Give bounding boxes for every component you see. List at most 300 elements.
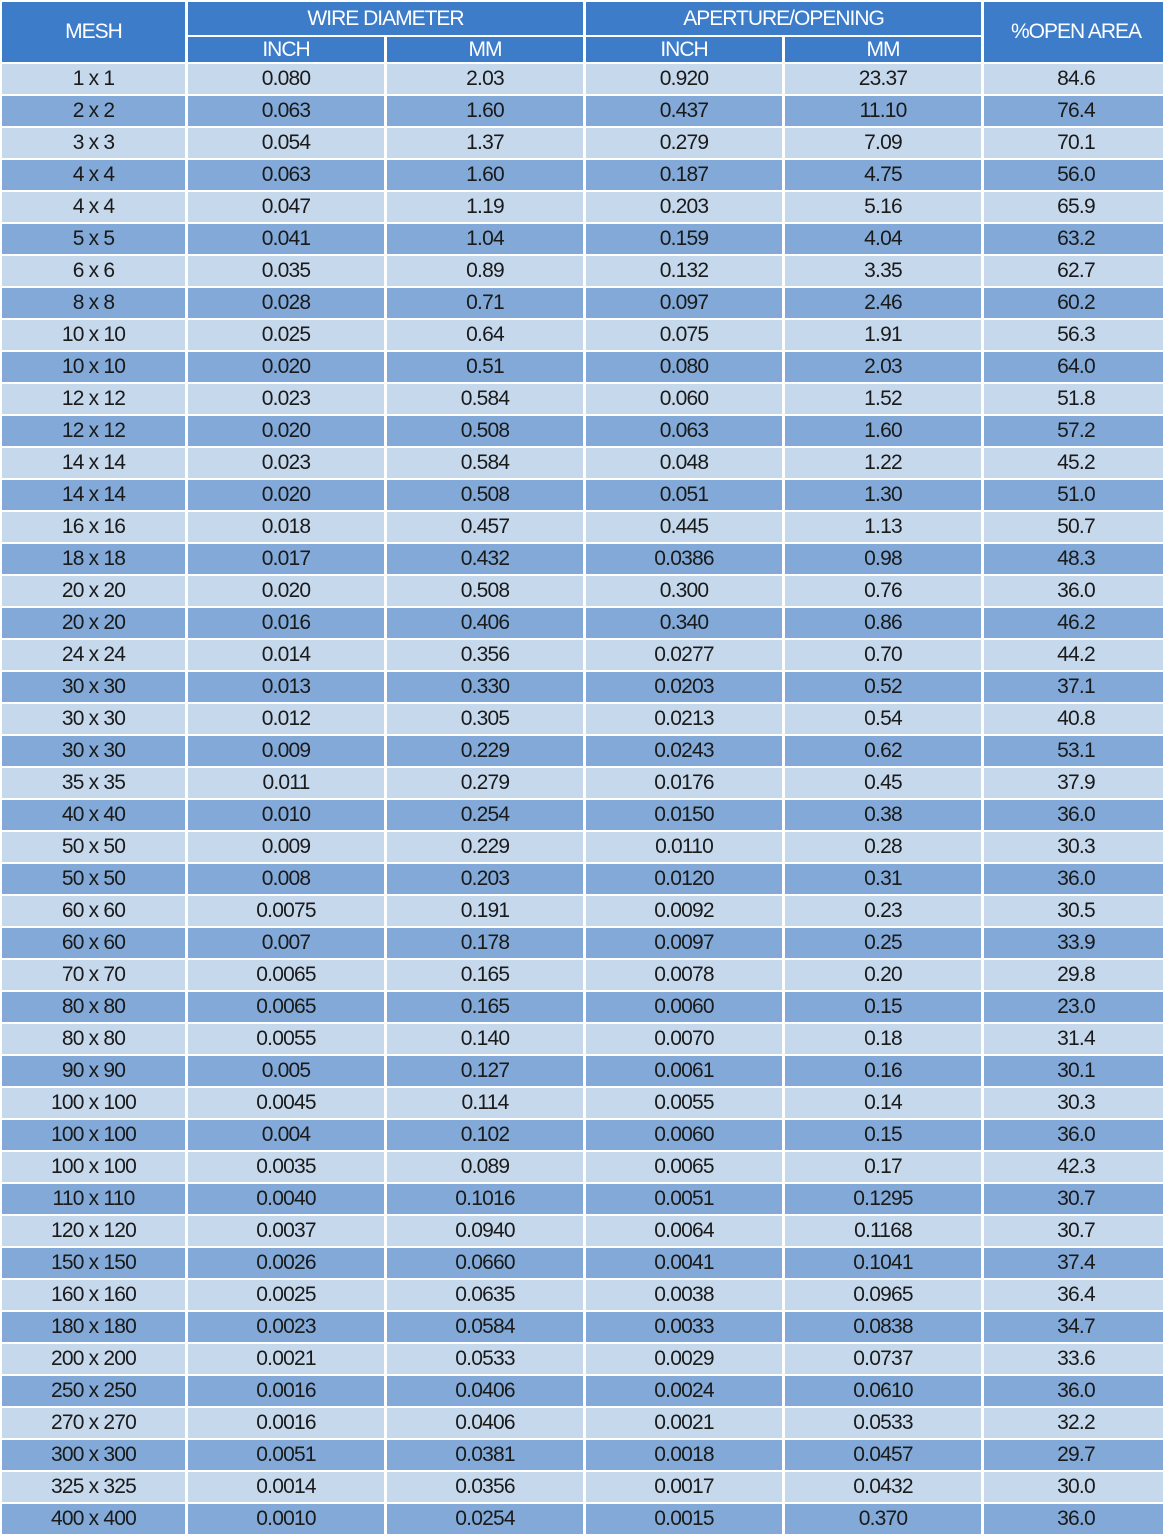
cell-wire-inch: 0.005 — [188, 1056, 384, 1086]
cell-aperture-inch: 0.0078 — [586, 960, 782, 990]
cell-mesh: 100 x 100 — [2, 1152, 185, 1182]
cell-mesh: 120 x 120 — [2, 1216, 185, 1246]
cell-wire-mm: 0.165 — [387, 992, 583, 1022]
cell-open-area: 70.1 — [984, 128, 1163, 158]
table-row — [2, 416, 1163, 446]
table-row — [2, 960, 1163, 990]
cell-mesh: 4 x 4 — [2, 160, 185, 190]
cell-open-area: 36.0 — [984, 800, 1163, 830]
cell-aperture-inch: 0.0092 — [586, 896, 782, 926]
cell-wire-mm: 1.04 — [387, 224, 583, 254]
cell-open-area: 29.7 — [984, 1440, 1163, 1470]
cell-aperture-mm: 0.0432 — [785, 1472, 981, 1502]
cell-wire-inch: 0.080 — [188, 64, 384, 94]
table-row — [2, 800, 1163, 830]
cell-wire-mm: 1.37 — [387, 128, 583, 158]
table-row — [2, 1248, 1163, 1278]
cell-wire-inch: 0.047 — [188, 192, 384, 222]
cell-open-area: 42.3 — [984, 1152, 1163, 1182]
cell-wire-mm: 2.03 — [387, 64, 583, 94]
cell-aperture-mm: 0.45 — [785, 768, 981, 798]
cell-mesh: 6 x 6 — [2, 256, 185, 286]
cell-aperture-inch: 0.0051 — [586, 1184, 782, 1214]
cell-wire-inch: 0.011 — [188, 768, 384, 798]
cell-aperture-mm: 0.16 — [785, 1056, 981, 1086]
cell-mesh: 5 x 5 — [2, 224, 185, 254]
cell-wire-inch: 0.0014 — [188, 1472, 384, 1502]
table-row — [2, 1440, 1163, 1470]
cell-wire-inch: 0.0010 — [188, 1504, 384, 1534]
cell-open-area: 65.9 — [984, 192, 1163, 222]
cell-wire-mm: 0.51 — [387, 352, 583, 382]
cell-aperture-inch: 0.445 — [586, 512, 782, 542]
cell-wire-mm: 0.279 — [387, 768, 583, 798]
table-row — [2, 128, 1163, 158]
cell-wire-mm: 0.114 — [387, 1088, 583, 1118]
cell-wire-inch: 0.0055 — [188, 1024, 384, 1054]
table-row — [2, 1280, 1163, 1310]
cell-wire-mm: 0.0635 — [387, 1280, 583, 1310]
cell-mesh: 400 x 400 — [2, 1504, 185, 1534]
cell-wire-inch: 0.012 — [188, 704, 384, 734]
cell-open-area: 36.0 — [984, 1120, 1163, 1150]
cell-aperture-mm: 0.0533 — [785, 1408, 981, 1438]
cell-aperture-inch: 0.0243 — [586, 736, 782, 766]
cell-open-area: 36.0 — [984, 576, 1163, 606]
table-row — [2, 64, 1163, 94]
cell-mesh: 10 x 10 — [2, 320, 185, 350]
cell-open-area: 30.5 — [984, 896, 1163, 926]
table-row — [2, 1184, 1163, 1214]
cell-mesh: 20 x 20 — [2, 608, 185, 638]
cell-wire-inch: 0.0065 — [188, 992, 384, 1022]
cell-wire-inch: 0.0026 — [188, 1248, 384, 1278]
cell-aperture-inch: 0.0060 — [586, 992, 782, 1022]
cell-wire-inch: 0.0023 — [188, 1312, 384, 1342]
cell-wire-mm: 0.0356 — [387, 1472, 583, 1502]
cell-open-area: 36.0 — [984, 1504, 1163, 1534]
cell-aperture-mm: 0.14 — [785, 1088, 981, 1118]
table-row — [2, 928, 1163, 958]
cell-aperture-mm: 1.13 — [785, 512, 981, 542]
cell-aperture-mm: 4.04 — [785, 224, 981, 254]
table-row — [2, 320, 1163, 350]
cell-aperture-inch: 0.0064 — [586, 1216, 782, 1246]
cell-open-area: 44.2 — [984, 640, 1163, 670]
cell-aperture-inch: 0.0120 — [586, 864, 782, 894]
cell-wire-inch: 0.0037 — [188, 1216, 384, 1246]
cell-aperture-inch: 0.0017 — [586, 1472, 782, 1502]
cell-mesh: 40 x 40 — [2, 800, 185, 830]
cell-open-area: 23.0 — [984, 992, 1163, 1022]
cell-mesh: 300 x 300 — [2, 1440, 185, 1470]
cell-open-area: 36.0 — [984, 1376, 1163, 1406]
cell-wire-mm: 0.089 — [387, 1152, 583, 1182]
cell-aperture-mm: 0.98 — [785, 544, 981, 574]
cell-wire-mm: 0.140 — [387, 1024, 583, 1054]
cell-mesh: 50 x 50 — [2, 832, 185, 862]
cell-aperture-mm: 0.31 — [785, 864, 981, 894]
cell-mesh: 1 x 1 — [2, 64, 185, 94]
cell-open-area: 30.0 — [984, 1472, 1163, 1502]
table-row — [2, 352, 1163, 382]
cell-open-area: 29.8 — [984, 960, 1163, 990]
table-row — [2, 224, 1163, 254]
cell-open-area: 56.3 — [984, 320, 1163, 350]
cell-wire-mm: 0.305 — [387, 704, 583, 734]
cell-open-area: 84.6 — [984, 64, 1163, 94]
cell-wire-mm: 0.64 — [387, 320, 583, 350]
cell-mesh: 24 x 24 — [2, 640, 185, 670]
cell-mesh: 35 x 35 — [2, 768, 185, 798]
cell-aperture-inch: 0.0021 — [586, 1408, 782, 1438]
table-row — [2, 768, 1163, 798]
cell-wire-mm: 0.330 — [387, 672, 583, 702]
cell-wire-mm: 0.102 — [387, 1120, 583, 1150]
cell-wire-inch: 0.0016 — [188, 1408, 384, 1438]
cell-aperture-mm: 0.28 — [785, 832, 981, 862]
table-row — [2, 1472, 1163, 1502]
cell-aperture-inch: 0.203 — [586, 192, 782, 222]
table-row — [2, 896, 1163, 926]
cell-mesh: 160 x 160 — [2, 1280, 185, 1310]
cell-mesh: 80 x 80 — [2, 992, 185, 1022]
cell-aperture-mm: 1.91 — [785, 320, 981, 350]
cell-open-area: 62.7 — [984, 256, 1163, 286]
cell-wire-inch: 0.063 — [188, 96, 384, 126]
cell-mesh: 14 x 14 — [2, 448, 185, 478]
cell-wire-mm: 0.0940 — [387, 1216, 583, 1246]
table-row — [2, 704, 1163, 734]
cell-wire-mm: 0.0381 — [387, 1440, 583, 1470]
header-aperture-mm: MM — [785, 37, 981, 62]
cell-wire-inch: 0.028 — [188, 288, 384, 318]
cell-open-area: 30.7 — [984, 1216, 1163, 1246]
table-row — [2, 1056, 1163, 1086]
cell-open-area: 30.3 — [984, 1088, 1163, 1118]
cell-mesh: 200 x 200 — [2, 1344, 185, 1374]
cell-aperture-mm: 0.23 — [785, 896, 981, 926]
cell-aperture-mm: 1.30 — [785, 480, 981, 510]
cell-mesh: 50 x 50 — [2, 864, 185, 894]
cell-aperture-mm: 0.0610 — [785, 1376, 981, 1406]
cell-wire-inch: 0.017 — [188, 544, 384, 574]
cell-wire-mm: 0.165 — [387, 960, 583, 990]
cell-wire-mm: 0.71 — [387, 288, 583, 318]
cell-aperture-mm: 0.1041 — [785, 1248, 981, 1278]
cell-mesh: 60 x 60 — [2, 928, 185, 958]
cell-wire-mm: 0.127 — [387, 1056, 583, 1086]
cell-open-area: 32.2 — [984, 1408, 1163, 1438]
cell-aperture-inch: 0.132 — [586, 256, 782, 286]
cell-aperture-mm: 0.0965 — [785, 1280, 981, 1310]
cell-aperture-mm: 0.52 — [785, 672, 981, 702]
cell-wire-mm: 0.356 — [387, 640, 583, 670]
cell-mesh: 2 x 2 — [2, 96, 185, 126]
table-row — [2, 544, 1163, 574]
cell-aperture-inch: 0.0277 — [586, 640, 782, 670]
cell-aperture-inch: 0.187 — [586, 160, 782, 190]
cell-open-area: 60.2 — [984, 288, 1163, 318]
table-row — [2, 832, 1163, 862]
cell-wire-inch: 0.035 — [188, 256, 384, 286]
cell-mesh: 3 x 3 — [2, 128, 185, 158]
cell-open-area: 64.0 — [984, 352, 1163, 382]
cell-wire-mm: 0.229 — [387, 736, 583, 766]
table-row — [2, 576, 1163, 606]
cell-open-area: 53.1 — [984, 736, 1163, 766]
cell-aperture-inch: 0.0110 — [586, 832, 782, 862]
cell-open-area: 76.4 — [984, 96, 1163, 126]
cell-aperture-mm: 0.20 — [785, 960, 981, 990]
cell-aperture-inch: 0.051 — [586, 480, 782, 510]
cell-mesh: 110 x 110 — [2, 1184, 185, 1214]
cell-aperture-inch: 0.0015 — [586, 1504, 782, 1534]
table-row — [2, 1088, 1163, 1118]
header-mesh: MESH — [2, 2, 185, 62]
cell-aperture-mm: 0.25 — [785, 928, 981, 958]
cell-wire-inch: 0.054 — [188, 128, 384, 158]
cell-wire-mm: 0.254 — [387, 800, 583, 830]
cell-mesh: 150 x 150 — [2, 1248, 185, 1278]
cell-wire-inch: 0.016 — [188, 608, 384, 638]
table-row — [2, 672, 1163, 702]
cell-aperture-mm: 5.16 — [785, 192, 981, 222]
cell-wire-inch: 0.014 — [188, 640, 384, 670]
header-aperture-opening: APERTURE/OPENING — [586, 2, 981, 35]
table-row — [2, 1312, 1163, 1342]
cell-open-area: 30.3 — [984, 832, 1163, 862]
cell-aperture-inch: 0.159 — [586, 224, 782, 254]
cell-aperture-mm: 0.38 — [785, 800, 981, 830]
cell-aperture-inch: 0.075 — [586, 320, 782, 350]
cell-aperture-inch: 0.0203 — [586, 672, 782, 702]
cell-aperture-inch: 0.080 — [586, 352, 782, 382]
cell-aperture-mm: 0.76 — [785, 576, 981, 606]
table-row — [2, 736, 1163, 766]
table-row — [2, 384, 1163, 414]
cell-aperture-inch: 0.0033 — [586, 1312, 782, 1342]
cell-open-area: 31.4 — [984, 1024, 1163, 1054]
cell-wire-mm: 0.508 — [387, 416, 583, 446]
cell-wire-mm: 0.0660 — [387, 1248, 583, 1278]
cell-mesh: 4 x 4 — [2, 192, 185, 222]
cell-wire-inch: 0.008 — [188, 864, 384, 894]
cell-wire-mm: 0.0254 — [387, 1504, 583, 1534]
cell-mesh: 30 x 30 — [2, 704, 185, 734]
cell-wire-mm: 1.19 — [387, 192, 583, 222]
cell-open-area: 37.1 — [984, 672, 1163, 702]
cell-open-area: 51.0 — [984, 480, 1163, 510]
header-wire-diameter: WIRE DIAMETER — [188, 2, 583, 35]
cell-mesh: 100 x 100 — [2, 1120, 185, 1150]
cell-mesh: 18 x 18 — [2, 544, 185, 574]
cell-open-area: 37.9 — [984, 768, 1163, 798]
cell-mesh: 80 x 80 — [2, 1024, 185, 1054]
cell-aperture-mm: 7.09 — [785, 128, 981, 158]
cell-aperture-mm: 4.75 — [785, 160, 981, 190]
cell-open-area: 63.2 — [984, 224, 1163, 254]
cell-open-area: 51.8 — [984, 384, 1163, 414]
header-aperture-inch: INCH — [586, 37, 782, 62]
cell-open-area: 37.4 — [984, 1248, 1163, 1278]
cell-mesh: 30 x 30 — [2, 736, 185, 766]
cell-open-area: 40.8 — [984, 704, 1163, 734]
cell-aperture-mm: 0.0457 — [785, 1440, 981, 1470]
cell-aperture-inch: 0.0038 — [586, 1280, 782, 1310]
cell-wire-inch: 0.0045 — [188, 1088, 384, 1118]
cell-aperture-inch: 0.340 — [586, 608, 782, 638]
cell-aperture-inch: 0.0065 — [586, 1152, 782, 1182]
cell-aperture-inch: 0.0150 — [586, 800, 782, 830]
cell-wire-mm: 1.60 — [387, 160, 583, 190]
cell-aperture-mm: 0.370 — [785, 1504, 981, 1534]
cell-wire-mm: 0.191 — [387, 896, 583, 926]
header-wire-mm: MM — [387, 37, 583, 62]
cell-mesh: 14 x 14 — [2, 480, 185, 510]
cell-wire-inch: 0.0025 — [188, 1280, 384, 1310]
cell-wire-inch: 0.020 — [188, 576, 384, 606]
cell-aperture-inch: 0.0070 — [586, 1024, 782, 1054]
cell-wire-inch: 0.041 — [188, 224, 384, 254]
cell-open-area: 56.0 — [984, 160, 1163, 190]
table-row — [2, 1408, 1163, 1438]
table-row — [2, 1216, 1163, 1246]
cell-wire-inch: 0.063 — [188, 160, 384, 190]
header-wire-inch: INCH — [188, 37, 384, 62]
table-row — [2, 1120, 1163, 1150]
cell-aperture-inch: 0.0213 — [586, 704, 782, 734]
table-row — [2, 608, 1163, 638]
cell-wire-mm: 0.0406 — [387, 1376, 583, 1406]
cell-aperture-inch: 0.0055 — [586, 1088, 782, 1118]
cell-mesh: 180 x 180 — [2, 1312, 185, 1342]
table-row — [2, 992, 1163, 1022]
cell-aperture-mm: 0.62 — [785, 736, 981, 766]
cell-mesh: 90 x 90 — [2, 1056, 185, 1086]
cell-wire-mm: 0.89 — [387, 256, 583, 286]
table-body — [2, 64, 1163, 1534]
cell-aperture-mm: 3.35 — [785, 256, 981, 286]
cell-aperture-mm: 0.17 — [785, 1152, 981, 1182]
cell-mesh: 30 x 30 — [2, 672, 185, 702]
cell-aperture-mm: 2.46 — [785, 288, 981, 318]
cell-aperture-mm: 0.0737 — [785, 1344, 981, 1374]
cell-aperture-inch: 0.0097 — [586, 928, 782, 958]
cell-aperture-mm: 0.1295 — [785, 1184, 981, 1214]
cell-wire-inch: 0.020 — [188, 352, 384, 382]
cell-aperture-inch: 0.048 — [586, 448, 782, 478]
cell-open-area: 33.6 — [984, 1344, 1163, 1374]
cell-wire-inch: 0.009 — [188, 832, 384, 862]
cell-aperture-mm: 11.10 — [785, 96, 981, 126]
cell-wire-inch: 0.0040 — [188, 1184, 384, 1214]
cell-aperture-mm: 0.0838 — [785, 1312, 981, 1342]
cell-wire-mm: 1.60 — [387, 96, 583, 126]
cell-mesh: 8 x 8 — [2, 288, 185, 318]
cell-mesh: 270 x 270 — [2, 1408, 185, 1438]
table-row — [2, 1024, 1163, 1054]
cell-wire-inch: 0.023 — [188, 384, 384, 414]
table-row — [2, 864, 1163, 894]
table-row — [2, 256, 1163, 286]
cell-wire-inch: 0.0051 — [188, 1440, 384, 1470]
cell-mesh: 100 x 100 — [2, 1088, 185, 1118]
cell-aperture-inch: 0.060 — [586, 384, 782, 414]
cell-aperture-inch: 0.0041 — [586, 1248, 782, 1278]
cell-wire-mm: 0.0533 — [387, 1344, 583, 1374]
cell-aperture-inch: 0.0029 — [586, 1344, 782, 1374]
cell-open-area: 57.2 — [984, 416, 1163, 446]
header-open-area: %OPEN AREA — [984, 2, 1163, 62]
cell-open-area: 50.7 — [984, 512, 1163, 542]
table-row — [2, 480, 1163, 510]
cell-aperture-mm: 0.15 — [785, 1120, 981, 1150]
cell-wire-inch: 0.023 — [188, 448, 384, 478]
cell-wire-inch: 0.010 — [188, 800, 384, 830]
cell-aperture-mm: 0.1168 — [785, 1216, 981, 1246]
cell-mesh: 325 x 325 — [2, 1472, 185, 1502]
cell-aperture-inch: 0.0024 — [586, 1376, 782, 1406]
cell-aperture-inch: 0.063 — [586, 416, 782, 446]
cell-wire-inch: 0.013 — [188, 672, 384, 702]
cell-wire-mm: 0.508 — [387, 576, 583, 606]
cell-aperture-mm: 23.37 — [785, 64, 981, 94]
cell-open-area: 45.2 — [984, 448, 1163, 478]
cell-open-area: 36.4 — [984, 1280, 1163, 1310]
table-row — [2, 160, 1163, 190]
cell-aperture-inch: 0.097 — [586, 288, 782, 318]
cell-mesh: 20 x 20 — [2, 576, 185, 606]
table-row — [2, 288, 1163, 318]
cell-open-area: 48.3 — [984, 544, 1163, 574]
cell-open-area: 46.2 — [984, 608, 1163, 638]
cell-aperture-inch: 0.0061 — [586, 1056, 782, 1086]
cell-wire-mm: 0.1016 — [387, 1184, 583, 1214]
cell-aperture-mm: 0.15 — [785, 992, 981, 1022]
table-row — [2, 640, 1163, 670]
cell-aperture-mm: 1.60 — [785, 416, 981, 446]
cell-wire-inch: 0.009 — [188, 736, 384, 766]
cell-aperture-inch: 0.0176 — [586, 768, 782, 798]
cell-wire-mm: 0.432 — [387, 544, 583, 574]
table-row — [2, 1376, 1163, 1406]
table-row — [2, 1504, 1163, 1534]
cell-wire-inch: 0.0065 — [188, 960, 384, 990]
cell-aperture-inch: 0.437 — [586, 96, 782, 126]
cell-mesh: 70 x 70 — [2, 960, 185, 990]
cell-wire-mm: 0.406 — [387, 608, 583, 638]
cell-wire-inch: 0.004 — [188, 1120, 384, 1150]
cell-mesh: 10 x 10 — [2, 352, 185, 382]
cell-wire-mm: 0.229 — [387, 832, 583, 862]
cell-open-area: 30.7 — [984, 1184, 1163, 1214]
cell-aperture-mm: 0.70 — [785, 640, 981, 670]
cell-wire-inch: 0.0075 — [188, 896, 384, 926]
cell-aperture-mm: 1.52 — [785, 384, 981, 414]
cell-mesh: 60 x 60 — [2, 896, 185, 926]
cell-open-area: 36.0 — [984, 864, 1163, 894]
cell-mesh: 12 x 12 — [2, 384, 185, 414]
table-row — [2, 512, 1163, 542]
cell-open-area: 33.9 — [984, 928, 1163, 958]
cell-aperture-mm: 0.54 — [785, 704, 981, 734]
cell-wire-mm: 0.203 — [387, 864, 583, 894]
cell-mesh: 250 x 250 — [2, 1376, 185, 1406]
cell-wire-mm: 0.508 — [387, 480, 583, 510]
table-row — [2, 1344, 1163, 1374]
table-row — [2, 192, 1163, 222]
